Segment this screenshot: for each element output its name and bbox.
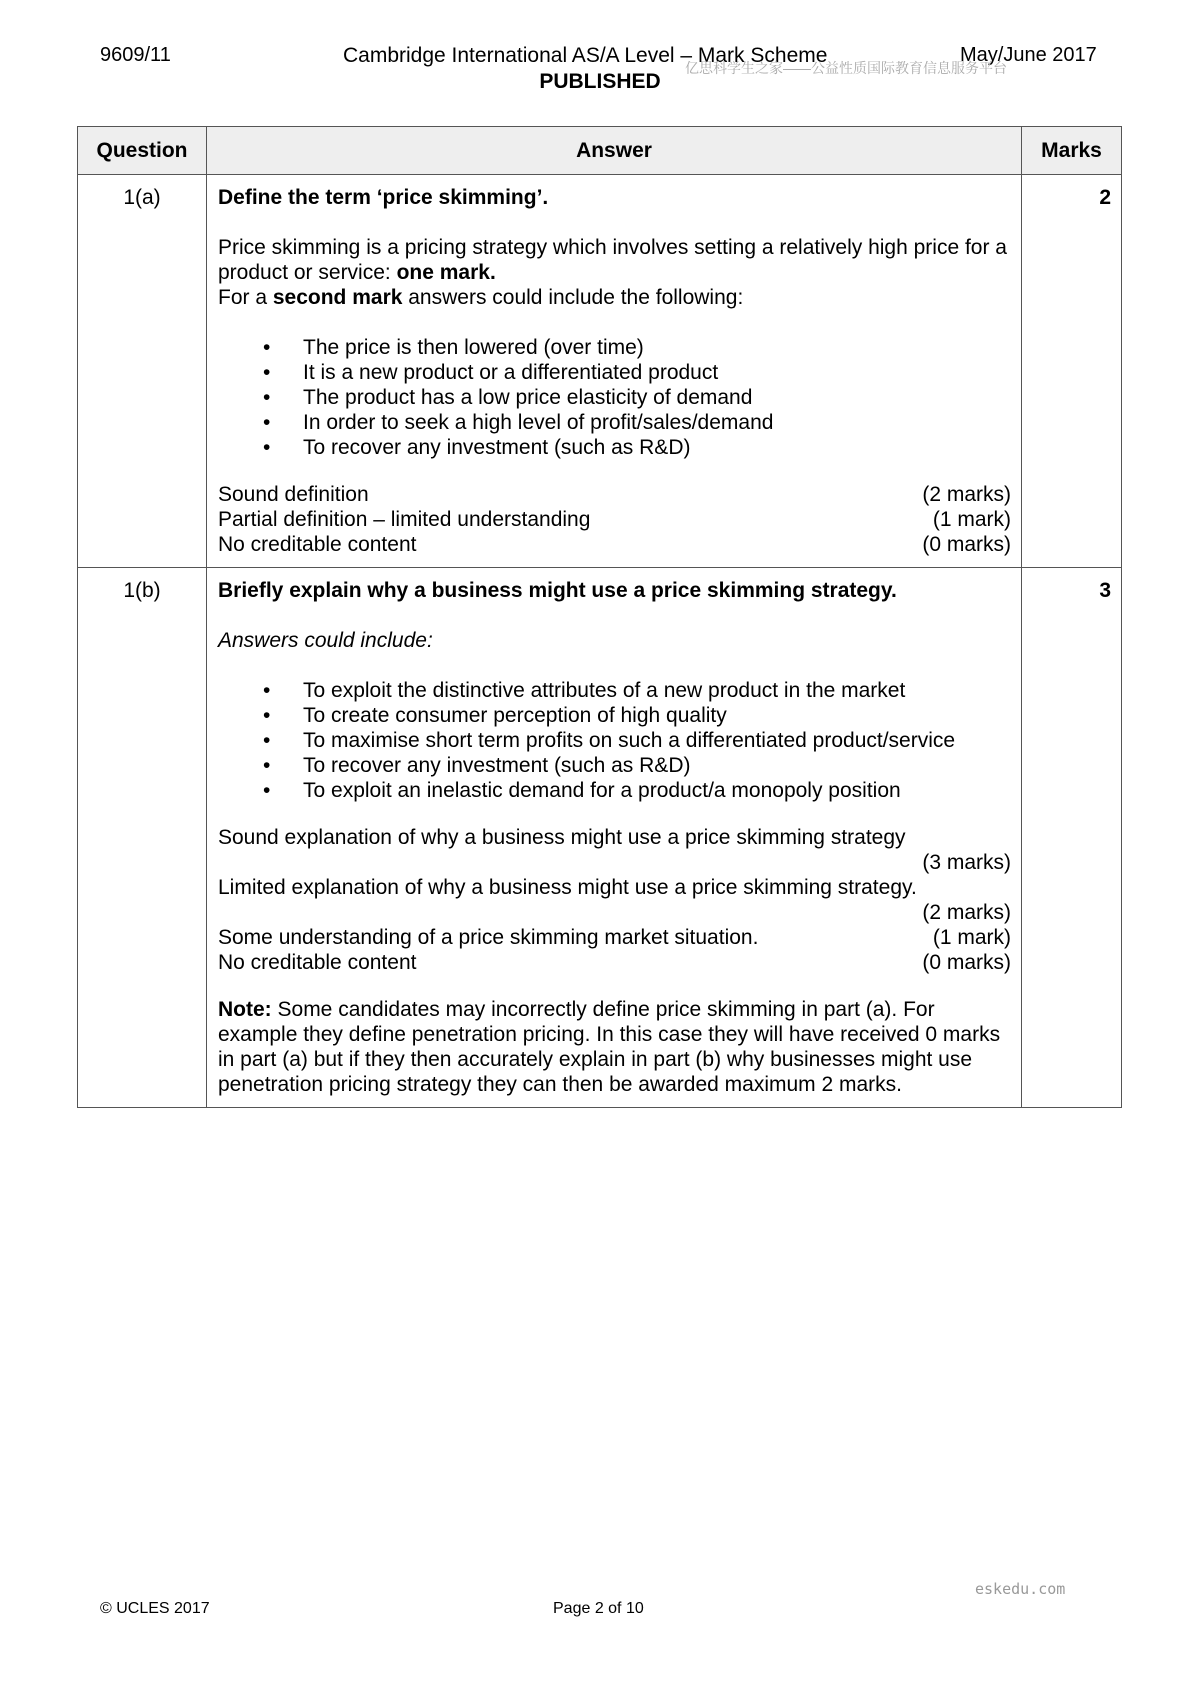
second-mark-text-b: answers could include the following: <box>402 286 744 309</box>
question-column-header: Question <box>78 127 207 175</box>
criterion-label: Some understanding of a price skimming market situation. <box>218 926 759 949</box>
marks-value: 3 <box>1022 568 1122 1108</box>
criterion-row <box>218 482 1011 507</box>
answer-cell <box>207 568 1022 1108</box>
table-row <box>78 175 1122 568</box>
list-item: • In order to seek a high level of profit/sales/demand <box>218 410 1011 435</box>
criterion-row <box>218 532 1011 557</box>
copyright: © UCLES 2017 <box>100 1600 210 1617</box>
criterion-label: No creditable content <box>218 951 417 974</box>
list-item: • To exploit an inelastic demand for a product/a monopoly position <box>218 778 1011 803</box>
criterion-marks: (0 marks) <box>922 533 1011 556</box>
note-label: Note: <box>218 998 272 1021</box>
question-number: 1(b) <box>78 568 207 1108</box>
published-label: PUBLISHED <box>539 70 661 93</box>
criterion-marks: (3 marks) <box>922 851 1011 874</box>
answer-intro-bold: one mark. <box>396 261 496 284</box>
criterion-label: Limited explanation of why a business might use a price skimming strategy. <box>218 876 917 899</box>
criterion-label: No creditable content <box>218 533 417 556</box>
answer-column-header: Answer <box>207 127 1022 175</box>
criterion-marks: (1 mark) <box>932 508 1011 531</box>
exam-session: May/June 2017 <box>960 44 1097 66</box>
second-mark-bold: second mark <box>272 286 403 309</box>
answer-cell <box>207 175 1022 568</box>
header-watermark: 亿思科学生之家——公益性质国际教育信息服务平台 <box>685 60 1007 76</box>
second-mark-text-a: For a <box>218 286 273 309</box>
page-number: Page 2 of 10 <box>553 1600 644 1617</box>
marks-column-header: Marks <box>1022 127 1122 175</box>
answer-intro-text: Price skimming is a pricing strategy which involves setting a relatively high price for a product or service: <box>218 236 1007 284</box>
criterion-row <box>218 950 1011 975</box>
criterion-row <box>218 507 1011 532</box>
question-prompt: Briefly explain why a business might use a price skimming strategy. <box>218 579 897 602</box>
list-item: • The product has a low price elasticity of demand <box>218 385 1011 410</box>
list-item: • It is a new product or a differentiated product <box>218 360 1011 385</box>
question-number: 1(a) <box>78 175 207 568</box>
list-item: • To create consumer perception of high quality <box>218 703 1011 728</box>
list-item: • To recover any investment (such as R&D) <box>218 435 1011 460</box>
criterion-label: Sound explanation of why a business might use a price skimming strategy <box>218 826 906 849</box>
list-item: • To exploit the distinctive attributes of a new product in the market <box>218 678 1011 703</box>
criterion-label: Sound definition <box>218 483 369 506</box>
paper-code: 9609/11 <box>100 44 171 66</box>
examiner-note <box>218 997 1011 1097</box>
table-header-row <box>78 127 1122 175</box>
answer-bullets <box>218 335 1011 460</box>
table-row <box>78 568 1122 1108</box>
answer-intro: Answers could include: <box>218 629 433 652</box>
marks-value: 2 <box>1022 175 1122 568</box>
note-text: Some candidates may incorrectly define price skimming in part (a). For example they define penetration pricing. In this case they will have received 0 marks in part (a) but if they then accurately explain in part (b) why businesses might use penetration pricing strategy they can then be awarded maximum 2 marks. <box>218 998 1001 1096</box>
answer-intro <box>218 235 1011 285</box>
criterion-marks: (2 marks) <box>922 901 1011 924</box>
list-item: • The price is then lowered (over time) <box>218 335 1011 360</box>
answer-bullets <box>218 678 1011 803</box>
document-title: Cambridge International AS/A Level – Mark Scheme <box>343 44 828 67</box>
criterion-marks: (1 mark) <box>932 926 1011 949</box>
answer-second-mark <box>218 285 1011 310</box>
footer-watermark: eskedu.com <box>975 1580 1066 1598</box>
criterion-row <box>218 925 1011 950</box>
criterion-label: Partial definition – limited understanding <box>218 508 591 531</box>
mark-scheme-table <box>77 126 1122 1108</box>
list-item: • To recover any investment (such as R&D) <box>218 753 1011 778</box>
criterion-marks: (0 marks) <box>922 951 1011 974</box>
list-item: • To maximise short term profits on such a differentiated product/service <box>218 728 1011 753</box>
question-prompt: Define the term ‘price skimming’. <box>218 186 549 209</box>
criterion-marks: (2 marks) <box>922 483 1011 506</box>
